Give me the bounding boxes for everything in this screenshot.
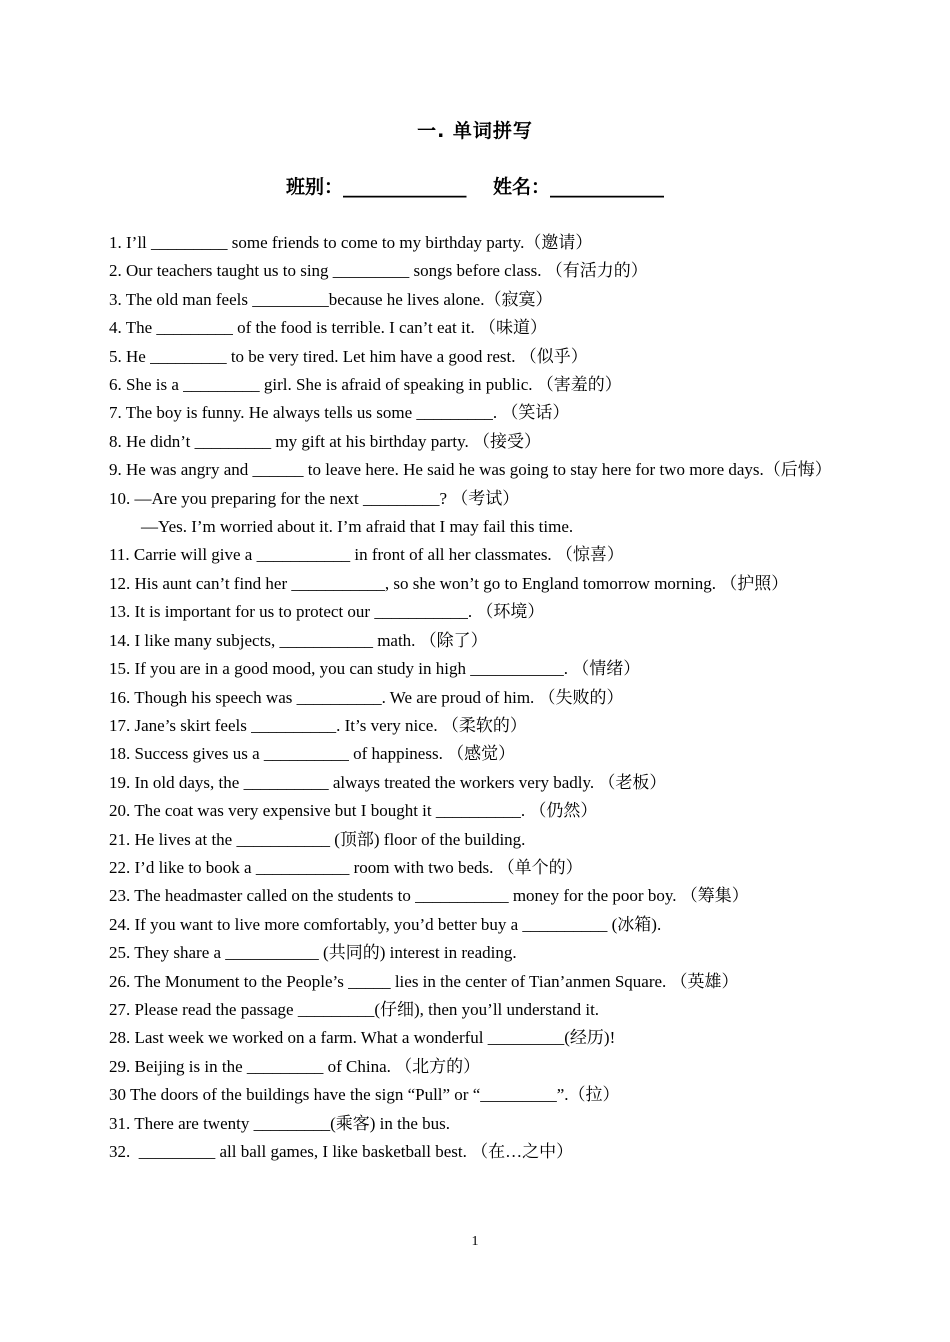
question-23: 23. The headmaster called on the students to ___________ money for the poor boy. （筹集） xyxy=(109,886,749,906)
section-title: 一. 单词拼写 xyxy=(417,120,533,142)
question-list xyxy=(109,229,847,1166)
question-22: 22. I’d like to book a ___________ room with two beds. （单个的） xyxy=(109,857,583,877)
question-27: 27. Please read the passage _________(仔细), then you’ll understand it. xyxy=(109,999,600,1019)
question-17: 17. Jane’s skirt feels __________. It’s very nice. （柔软的） xyxy=(109,715,527,735)
question-4: 4. The _________ of the food is terrible. I can’t eat it. （味道） xyxy=(109,318,547,338)
question-32: 32. _________ all ball games, I like basketball best. （在…之中） xyxy=(109,1142,574,1161)
class-name-line: 班别：_____________ 姓名：____________ xyxy=(286,176,664,198)
question-6: 6. She is a _________ girl. She is afraid of speaking in public. （害羞的） xyxy=(109,375,622,395)
question-25: 25. They share a ___________ (共同的) interest in reading. xyxy=(109,943,517,963)
question-20: 20. The coat was very expensive but I bought it __________. （仍然） xyxy=(109,801,598,821)
question-2: 2. Our teachers taught us to sing _________ songs before class. （有活力的） xyxy=(109,261,648,281)
question-13: 13. It is important for us to protect our ___________. （环境） xyxy=(109,602,545,622)
question-7: 7. The boy is funny. He always tells us some _________. （笑话） xyxy=(109,403,570,423)
question-30: 30 The doors of the buildings have the sign “Pull” or “_________”.（拉） xyxy=(109,1085,620,1105)
question-15: 15. If you are in a good mood, you can study in high ___________. （情绪） xyxy=(109,659,641,679)
question-24: 24. If you want to live more comfortably, you’d better buy a __________ (冰箱). xyxy=(109,914,662,934)
question-26: 26. The Monument to the People’s _____ lies in the center of Tian’anmen Square. （英雄） xyxy=(109,971,739,991)
question-8: 8. He didn’t _________ my gift at his birthday party. （接受） xyxy=(109,431,542,451)
question-28: 28. Last week we worked on a farm. What a wonderful _________(经历)! xyxy=(109,1028,616,1048)
question-11: 11. Carrie will give a ___________ in front of all her classmates. （惊喜） xyxy=(109,545,624,565)
question-10-reply: —Yes. I’m worried about it. I’m afraid that I may fail this time. xyxy=(141,517,574,537)
question-1: 1. I’ll _________ some friends to come to my birthday party.（邀请） xyxy=(109,233,593,252)
question-31: 31. There are twenty _________(乘客) in the bus. xyxy=(109,1113,451,1133)
question-9: 9. He was angry and ______ to leave here. He said he was going to stay here for two more days.（后悔） xyxy=(109,460,832,480)
question-10: 10. —Are you preparing for the next _________? （考试） xyxy=(109,488,520,508)
question-21: 21. He lives at the ___________ (顶部) floor of the building. xyxy=(109,829,526,849)
page-number: 1 xyxy=(471,1234,479,1249)
question-19: 19. In old days, the __________ always treated the workers very badly. （老板） xyxy=(109,772,667,792)
question-3: 3. The old man feels _________because he lives alone.（寂寞） xyxy=(109,289,553,309)
question-18: 18. Success gives us a __________ of happiness. （感觉） xyxy=(109,744,516,764)
question-29: 29. Beijing is in the _________ of China. （北方的） xyxy=(109,1056,481,1076)
question-5: 5. He _________ to be very tired. Let him have a good rest. （似乎） xyxy=(109,346,588,366)
question-14: 14. I like many subjects, ___________ math. （除了） xyxy=(109,630,488,650)
question-16: 16. Though his speech was __________. We are proud of him. （失败的） xyxy=(109,687,624,707)
question-12: 12. His aunt can’t find her ___________, so she won’t go to England tomorrow morning. （护照） xyxy=(109,573,789,593)
